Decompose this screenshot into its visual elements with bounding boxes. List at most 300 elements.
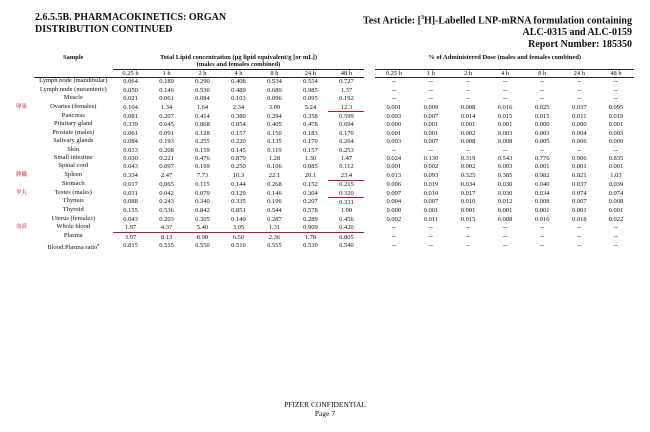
- concentration-cell: 0.104: [123, 103, 138, 111]
- concentration-cell: 0.050: [123, 86, 138, 94]
- concentration-cell: 0.112: [339, 163, 354, 171]
- concentration-cell: 0.304: [303, 189, 318, 197]
- concentration-cell: 0.215: [339, 181, 354, 189]
- concentration-cell: 0.152: [303, 180, 318, 188]
- dose-percent-cell: 0.006: [386, 180, 402, 188]
- dose-percent-cell: 0.011: [423, 215, 439, 223]
- dose-percent-cell: 0.030: [497, 189, 513, 197]
- concentration-cell: 0.414: [195, 112, 210, 120]
- dose-percent-cell: --: [613, 78, 619, 86]
- sample-name: Lymph node (mesenteric): [39, 85, 107, 93]
- section-title-line2: DISTRIBUTION CONTINUED: [35, 24, 173, 35]
- dose-percent-cell: 0.001: [534, 163, 550, 171]
- dose-percent-cell: 0.016: [497, 103, 513, 111]
- concentration-cell: 0.805: [339, 233, 354, 241]
- concentration-cell: 1.30: [304, 155, 317, 162]
- dose-percent-cell: 0.034: [534, 189, 550, 197]
- concentration-cell: 0.106: [267, 163, 282, 171]
- dose-percent-cell: 0.001: [460, 207, 476, 215]
- concentration-cell: 0.144: [231, 180, 246, 188]
- concentration-cell: 0.081: [123, 112, 138, 120]
- table-row: [34, 207, 634, 215]
- dose-percent-cell: 0.007: [423, 198, 439, 206]
- table-row: [34, 112, 634, 121]
- concentration-cell: 1.47: [340, 155, 353, 162]
- concentration-cell: 0.250: [231, 163, 246, 171]
- section-title-line1: 2.6.5.5B. PHARMACOKINETICS: ORGAN: [35, 12, 227, 23]
- dose-percent-cell: --: [502, 78, 508, 86]
- concentration-cell: 0.868: [195, 121, 210, 129]
- concentration-cell: 0.339: [123, 121, 138, 129]
- concentration-cell: 0.220: [231, 138, 246, 146]
- dose-percent-cell: --: [502, 146, 508, 154]
- concentration-cell: 0.294: [267, 112, 282, 120]
- table-row: [34, 189, 634, 198]
- concentration-cell: 22.1: [268, 171, 281, 179]
- concentration-cell: 0.305: [195, 215, 210, 223]
- dose-percent-cell: 0.008: [460, 103, 476, 111]
- dose-percent-cell: 0.008: [497, 215, 513, 223]
- concentration-cell: 0.170: [303, 138, 318, 146]
- test-article-suffix: H]-Labelled LNP-mRNA formulation containing: [423, 15, 632, 27]
- concentration-cell: 0.335: [231, 198, 246, 206]
- dose-percent-cell: --: [577, 95, 582, 103]
- concentration-cell: 0.091: [159, 129, 174, 137]
- concentration-cell: 0.331: [339, 198, 354, 206]
- sample-name: Uterus (females): [51, 214, 96, 222]
- concentration-cell: 0.510: [231, 241, 246, 249]
- dose-percent-cell: 0.007: [386, 189, 402, 197]
- concentration-cell: 0.159: [195, 146, 210, 154]
- table-row: [34, 232, 634, 241]
- timepoint-header: 8 h: [256, 69, 292, 77]
- concentration-cell: 0.408: [231, 78, 246, 86]
- dose-percent-cell: --: [428, 224, 434, 232]
- concentration-cell: 0.689: [267, 86, 282, 94]
- dose-percent-cell: 0.543: [497, 155, 513, 162]
- dose-percent-cell: 0.002: [460, 129, 476, 137]
- page-number: Page 7: [314, 409, 336, 418]
- concentration-cell: 0.255: [195, 138, 210, 146]
- timepoint-header: 2 h: [185, 69, 221, 77]
- concentration-cell: 0.097: [159, 163, 174, 171]
- concentration-cell: 0.096: [267, 95, 282, 103]
- concentration-cell: 0.544: [267, 207, 282, 215]
- concentration-cell: 3.97: [124, 233, 137, 241]
- dose-percent-cell: 0.037: [571, 180, 587, 188]
- concentration-cell: 0.420: [328, 224, 364, 233]
- dose-percent-cell: 0.001: [423, 207, 439, 215]
- concentration-cell: 0.264: [339, 138, 354, 146]
- dose-percent-cell: 0.004: [386, 198, 402, 206]
- sample-name-cell: [34, 232, 113, 241]
- sample-name: Spleen: [64, 170, 83, 178]
- concentration-cell: 5.40: [185, 224, 221, 233]
- dose-percent-cell: 0.001: [423, 129, 439, 137]
- concentration-cell: 0.013: [123, 146, 138, 154]
- dose-percent-cell: 0.009: [608, 138, 624, 146]
- dose-percent-cell: --: [502, 86, 508, 94]
- concentration-cell: 2.47: [160, 171, 173, 179]
- dose-percent-cell: 0.016: [534, 215, 550, 223]
- concentration-cell: 0.021: [123, 95, 138, 103]
- dose-percent-cell: 0.385: [497, 171, 513, 179]
- concentration-cell: 0.193: [159, 138, 174, 146]
- dose-percent-cell: 0.001: [386, 103, 402, 111]
- table-row: [34, 138, 634, 146]
- concentration-header-line2: (males and females combined): [196, 61, 281, 69]
- timepoint-header: 1 h: [412, 69, 449, 77]
- concentration-cell: 3.09: [268, 103, 281, 111]
- dose-percent-cell: --: [577, 233, 582, 241]
- concentration-cell: 23.4: [328, 171, 364, 180]
- dose-percent-cell: 0.001: [571, 163, 587, 171]
- dose-percent-cell: 0.007: [423, 112, 439, 120]
- dose-percent-cell: 0.003: [608, 129, 624, 137]
- sample-name: Testes (males): [54, 188, 92, 196]
- concentration-cell: 0.842: [195, 207, 210, 215]
- concentration-cell: 0.146: [159, 86, 174, 94]
- dose-percent-cell: --: [428, 146, 434, 154]
- dose-percent-cell: 0.001: [608, 207, 624, 215]
- timepoint-header: 8 h: [524, 69, 561, 77]
- dose-percent-cell: 0.000: [571, 121, 587, 129]
- footnote-marker: a: [97, 241, 100, 247]
- dose-percent-cell: 0.130: [423, 155, 439, 162]
- dose-percent-cell: 0.074: [571, 189, 587, 197]
- concentration-cell: 0.065: [159, 180, 174, 188]
- concentration-cell: 0.061: [123, 129, 138, 137]
- dose-percent-cell: 0.015: [497, 112, 513, 120]
- dose-percent-cell: --: [428, 78, 434, 86]
- concentration-cell: 0.380: [231, 112, 246, 120]
- table-row: [34, 171, 634, 180]
- concentration-cell: 0.155: [123, 207, 138, 215]
- dose-percent-cell: --: [613, 224, 619, 232]
- table-row: [34, 95, 634, 103]
- table-row: [34, 163, 634, 171]
- concentration-cell: 0.290: [195, 78, 210, 86]
- sample-name: Ovaries (females): [50, 102, 97, 110]
- dose-percent-cell: --: [428, 86, 434, 94]
- concentration-cell: 0.095: [303, 95, 318, 103]
- timepoint-header: 1 h: [149, 69, 185, 77]
- concentration-cell: 0.578: [303, 207, 318, 215]
- sample-name: Prostate (males): [52, 128, 95, 136]
- timepoint-header: 4 h: [487, 69, 524, 77]
- dose-percent-cell: --: [613, 95, 619, 103]
- concentration-cell: 1.78: [304, 233, 317, 241]
- concentration-cell: 12.3: [328, 103, 364, 112]
- dose-percent-cell: --: [465, 224, 471, 232]
- dose-percent-cell: 0.093: [423, 171, 439, 179]
- concentration-cell: 0.157: [231, 129, 246, 137]
- dose-percent-cell: 0.006: [571, 138, 587, 146]
- timepoint-header: 2 h: [449, 69, 486, 77]
- concentration-cell: 1.00: [340, 207, 353, 215]
- dose-percent-cell: --: [540, 241, 545, 249]
- dose-percent-cell: --: [391, 146, 397, 154]
- concentration-cell: 0.150: [267, 129, 282, 137]
- handwritten-annotation: 脾臓: [16, 171, 28, 178]
- handwritten-annotation: 卵巣: [16, 103, 28, 110]
- isotope-superscript: 3: [420, 15, 424, 21]
- dose-percent-cell: --: [540, 146, 545, 154]
- dose-percent-cell: 0.030: [497, 180, 513, 188]
- dose-percent-cell: 0.018: [571, 215, 587, 223]
- concentration-cell: 1.97: [113, 224, 149, 233]
- dose-percent-cell: 1.03: [610, 171, 622, 179]
- dose-percent-cell: 0.000: [386, 207, 402, 215]
- dose-percent-cell: 0.008: [534, 198, 550, 206]
- concentration-cell: 0.129: [231, 189, 246, 197]
- dose-percent-cell: --: [391, 233, 397, 241]
- dose-percent-cell: --: [428, 241, 434, 249]
- table-row: [34, 241, 634, 252]
- dose-percent-cell: --: [577, 241, 582, 249]
- dose-percent-cell: 0.037: [571, 103, 587, 111]
- table-row: [34, 215, 634, 223]
- concentration-cell: 0.128: [195, 129, 210, 137]
- concentration-cell: 0.119: [267, 146, 282, 154]
- dose-percent-cell: 0.007: [423, 138, 439, 146]
- dose-percent-cell: --: [613, 241, 619, 249]
- dose-percent-cell: 0.019: [608, 112, 624, 120]
- dose-percent-cell: 0.906: [571, 155, 587, 162]
- dose-percent-cell: 0.325: [460, 171, 476, 179]
- dose-percent-cell: 0.002: [386, 215, 402, 223]
- dose-percent-cell: 0.002: [460, 163, 476, 171]
- concentration-header-line1: Total Lipid concentration (µg lipid equivalent/g [or mL]): [159, 54, 317, 61]
- dose-percent-cell: 0.001: [497, 207, 513, 215]
- concentration-cell: 0.084: [123, 138, 138, 146]
- concentration-cell: 0.253: [339, 146, 354, 154]
- concentration-cell: 0.207: [159, 112, 174, 120]
- concentration-cell: 0.189: [159, 78, 174, 86]
- table-row: [34, 121, 634, 129]
- concentration-cell: 0.169: [195, 163, 210, 171]
- dose-percent-cell: --: [428, 95, 434, 103]
- dose-percent-group-header: % of Administered Dose (males and females combined): [375, 54, 634, 69]
- concentration-cell: 2.36: [268, 233, 281, 241]
- concentration-cell: 0.043: [123, 163, 138, 171]
- concentration-cell: 0.599: [339, 113, 354, 121]
- dose-percent-cell: --: [391, 224, 397, 232]
- dose-percent-cell: --: [465, 86, 471, 94]
- dose-percent-cell: 0.039: [608, 180, 624, 188]
- concentration-cell: 0.405: [267, 121, 282, 129]
- concentration-cell: 0.208: [159, 146, 174, 154]
- dose-percent-cell: 0.003: [497, 163, 513, 171]
- concentration-cell: 0.207: [303, 198, 318, 206]
- concentration-cell: 2.34: [232, 103, 245, 111]
- dose-percent-cell: --: [391, 241, 397, 249]
- dose-percent-cell: 0.012: [497, 198, 513, 206]
- dose-percent-cell: --: [540, 233, 545, 241]
- concentration-cell: 0.540: [339, 241, 354, 249]
- concentration-cell: 0.064: [123, 78, 138, 86]
- sample-name: Lymph node (mandibular): [39, 77, 108, 85]
- dose-percent-cell: 0.003: [534, 129, 550, 137]
- concentration-cell: 0.157: [303, 146, 318, 154]
- dose-percent-cell: --: [540, 224, 545, 232]
- concentration-cell: 0.289: [303, 215, 318, 223]
- dose-percent-cell: --: [465, 146, 471, 154]
- dose-percent-cell: 0.008: [497, 138, 513, 146]
- timepoint-header: 48 h: [598, 69, 634, 77]
- dose-percent-cell: --: [465, 78, 471, 86]
- dose-percent-cell: 0.009: [423, 103, 439, 111]
- dose-percent-cell: 0.001: [386, 129, 402, 137]
- dose-percent-cell: 0.004: [571, 129, 587, 137]
- concentration-cell: 0.170: [339, 129, 354, 137]
- dose-percent-cell: 0.074: [608, 189, 624, 197]
- dose-percent-cell: 0.019: [423, 180, 439, 188]
- concentration-cell: 0.555: [267, 241, 282, 249]
- concentration-cell: 0.515: [159, 241, 174, 249]
- sample-name: Pituitary gland: [54, 120, 93, 128]
- concentration-cell: 0.534: [267, 78, 282, 86]
- dose-percent-cell: --: [540, 95, 545, 103]
- concentration-cell: 0.203: [159, 215, 174, 223]
- timepoint-header: 24 h: [292, 69, 328, 77]
- dose-percent-cell: --: [465, 233, 471, 241]
- concentration-cell: 0.536: [159, 207, 174, 215]
- concentration-cell: 0.268: [267, 180, 282, 188]
- sample-name: Whole blood: [56, 223, 91, 231]
- concentration-cell: 0.550: [195, 241, 210, 249]
- dose-percent-cell: --: [577, 78, 582, 86]
- table-row: [34, 86, 634, 94]
- dose-percent-cell: --: [502, 241, 508, 249]
- concentration-cell: 0.530: [303, 241, 318, 249]
- dose-percent-cell: 0.010: [423, 189, 439, 197]
- timepoint-header: 0.25 h: [113, 69, 149, 77]
- concentration-cell: 0.140: [231, 215, 246, 223]
- concentration-cell: 0.554: [303, 78, 318, 86]
- sample-name: Spinal cord: [58, 162, 89, 170]
- concentration-cell: 1.31: [256, 224, 292, 233]
- section-title: [35, 12, 226, 36]
- concentration-cell: 0.043: [123, 215, 138, 223]
- concentration-cell: 1.37: [340, 86, 353, 94]
- dose-percent-cell: 0.001: [386, 163, 402, 171]
- dose-percent-cell: 0.095: [608, 103, 624, 111]
- dose-percent-cell: 0.001: [571, 207, 587, 215]
- dose-percent-cell: --: [391, 86, 397, 94]
- concentration-cell: 0.103: [231, 95, 246, 103]
- test-article-line2: ALC-0315 and ALC-0159: [522, 27, 632, 39]
- dose-percent-cell: 0.835: [608, 155, 624, 162]
- dose-percent-cell: --: [577, 224, 582, 232]
- concentration-cell: 0.192: [339, 95, 354, 103]
- table-row: [34, 224, 634, 233]
- timepoint-header: 24 h: [561, 69, 598, 77]
- sample-name: Salivary glands: [53, 137, 94, 145]
- dose-percent-cell: 0.001: [608, 163, 624, 171]
- dose-percent-cell: 0.001: [608, 121, 624, 129]
- concentration-cell: 7.73: [196, 171, 209, 179]
- dose-percent-cell: --: [540, 78, 545, 86]
- table-row: [34, 180, 634, 189]
- dose-percent-cell: --: [391, 95, 397, 103]
- sample-column-header: Sample: [34, 54, 113, 77]
- dose-percent-cell: 0.003: [386, 112, 402, 120]
- concentration-cell: 0.476: [195, 155, 210, 162]
- handwritten-annotation: 睾丸: [16, 189, 28, 196]
- concentration-cell: 0.340: [195, 198, 210, 206]
- concentration-cell: 0.183: [303, 129, 318, 137]
- concentration-cell: 1.34: [160, 103, 173, 111]
- concentration-cell: 0.985: [303, 86, 318, 94]
- test-article-prefix: Test Article: [: [362, 15, 421, 27]
- sample-name-cell: [34, 241, 113, 252]
- sample-name: Blood:Plasma ratio: [47, 244, 98, 252]
- dose-percent-cell: 0.000: [386, 121, 402, 129]
- timepoint-header: 48 h: [328, 69, 364, 77]
- concentration-cell: 0.320: [328, 189, 364, 198]
- concentration-cell: 0.146: [267, 189, 282, 197]
- dose-percent-cell: 0.001: [423, 121, 439, 129]
- dose-percent-cell: 0.319: [460, 155, 476, 162]
- concentration-cell: 0.287: [267, 215, 282, 223]
- sample-name: Pancreas: [61, 111, 85, 119]
- concentration-cell: 0.456: [339, 215, 354, 223]
- dose-percent-cell: 0.003: [386, 138, 402, 146]
- dose-percent-cell: 0.017: [460, 189, 476, 197]
- concentration-cell: 20.1: [304, 171, 317, 179]
- dose-percent-cell: 0.034: [460, 180, 476, 188]
- dose-percent-cell: --: [428, 233, 434, 241]
- concentration-cell: 0.135: [267, 138, 282, 146]
- concentration-cell: 0.042: [159, 189, 174, 197]
- concentration-cell: 1.64: [196, 103, 209, 111]
- report-number: Report Number: 185350: [528, 39, 632, 51]
- sample-name: Thyroid: [62, 206, 84, 214]
- concentration-cell: 0.854: [231, 121, 246, 129]
- concentration-cell: 0.088: [123, 198, 138, 206]
- dose-percent-cell: --: [465, 95, 471, 103]
- dose-percent-cell: 0.002: [423, 163, 439, 171]
- dose-percent-cell: 0.015: [534, 112, 550, 120]
- dose-percent-cell: 0.015: [460, 215, 476, 223]
- table-row: [34, 103, 634, 112]
- dose-percent-cell: --: [577, 86, 582, 94]
- sample-name: Thymus: [62, 197, 84, 205]
- dose-percent-cell: 0.022: [608, 215, 624, 223]
- dose-percent-cell: --: [613, 86, 619, 94]
- concentration-cell: 0.489: [231, 86, 246, 94]
- dose-percent-cell: 0.014: [460, 112, 476, 120]
- sample-name: Plasma: [63, 232, 83, 240]
- concentration-cell: 4.37: [149, 224, 185, 233]
- dose-percent-cell: 0.008: [460, 138, 476, 146]
- concentration-cell: 8.90: [196, 233, 209, 241]
- sample-name: Muscle: [63, 94, 83, 102]
- handwritten-annotation: 血液: [16, 224, 28, 231]
- concentration-cell: 0.530: [195, 86, 210, 94]
- concentration-cell: 0.727: [339, 78, 354, 86]
- dose-percent-cell: 0.008: [608, 198, 624, 206]
- dose-percent-cell: 0.776: [534, 155, 550, 162]
- dose-percent-cell: 0.013: [386, 171, 402, 179]
- concentration-cell: 0.017: [123, 180, 138, 188]
- concentration-cell: 0.334: [123, 171, 138, 179]
- timepoint-header: 4 h: [220, 69, 256, 77]
- concentration-cell: 0.196: [267, 198, 282, 206]
- dose-percent-cell: --: [502, 95, 508, 103]
- dose-percent-cell: --: [391, 78, 397, 86]
